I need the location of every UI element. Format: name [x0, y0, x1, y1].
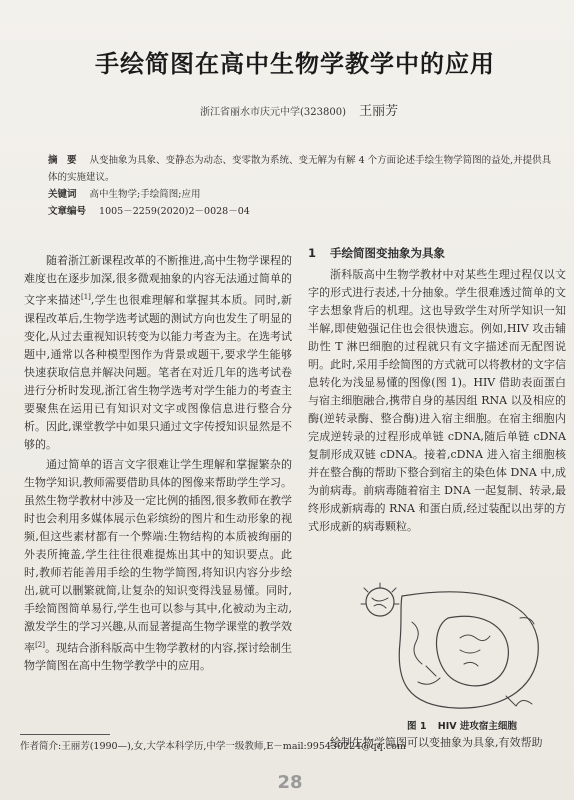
section-number: 1 [308, 246, 317, 260]
figure-number: 图 1 [407, 721, 427, 732]
figure-caption [372, 718, 552, 732]
nucleus-sketch [437, 616, 509, 686]
footnote-divider [20, 734, 110, 735]
hiv-figure-sketch [356, 578, 546, 718]
paragraph-continuation: 绘制生物学简图可以变抽象为具象,有效帮助 [330, 736, 543, 749]
keywords [48, 186, 558, 203]
article-meta [48, 152, 558, 220]
paragraph: 浙科版高中生物学教材中对某些生理过程仅以文字的形式进行表述,十分抽象。学生很难透过简单的文字去想象背后的机理。这也导致学生对所学知识一知半解,即使勉强记住也会很快遗忘。例如,HIV 攻击辅助性 T 淋巴细胞的过程就只有文字描述而无配图说明。此时,采用手绘简图的方式就可以将教材的文字信息转化为浅显易懂的图像(图 1)。HIV 借助表面蛋白与宿主细胞融合,携带自身的基因组 RNA 以及相应的酶(逆转录酶、整合酶)进入宿主细胞。在宿主细胞内完成逆转录的过程形成单链 cDNA,随后单链 cDNA 复制形成双链 cDNA。接着,cDNA 进入宿主细胞核并在整合酶的帮助下整合到宿主的染色体 DNA 中,成为前病毒。前病毒随着宿主 DNA 一起复制、转录,最终形成新病毒的 RNA 和蛋白质,经过装配以出芽的方式形成新的病毒颗粒。 [308, 268, 566, 533]
citation-ref: [2] [35, 640, 45, 649]
figure-caption-text: HIV 进攻宿主细胞 [437, 721, 517, 732]
article-number-label: 文章编号 [48, 206, 87, 217]
abstract-text: 从变抽象为具象、变静态为动态、变零散为系统、变无解为有解 4 个方面论述手绘生物学简图的益处,并提供具体的实施建议。 [48, 155, 552, 183]
paragraph-text: 通过简单的语言文字很难让学生理解和掌握繁杂的生物学知识,教师需要借助具体的图像来帮助学生学习。虽然生物学教材中涉及一定比例的插图,很多教师在教学时也会利用多媒体展示色彩缤纷的图片和生动形象的视频,但这些素材都有一个弊端:生物结构的本质被绚丽的外表所掩盖,学生往往很难提炼出其中的知识要点。此时,教师若能善用手绘的生物学简图,将知识内容分步绘出,就可以删繁就简,让复杂的知识变得浅显易懂。同时,手绘简图简单易行,学生也可以参与其中,化被动为主动,激发学生的学习兴趣,从而显著提高生物学课堂的教学效率 [24, 457, 292, 655]
byline [200, 100, 520, 119]
author-name: 王丽芳 [359, 104, 399, 119]
paragraph [24, 252, 292, 454]
article-number [48, 203, 558, 220]
citation-ref: [1] [80, 293, 91, 301]
page-number: 28 [277, 772, 303, 793]
section-heading [308, 244, 566, 262]
keywords-label: 关键词 [48, 189, 77, 200]
article-title: 手绘简图在高中生物学教学中的应用 [95, 50, 495, 78]
keywords-text: 高中生物学;手绘简图;应用 [89, 189, 201, 200]
abstract [48, 152, 558, 186]
author-footnote: 作者简介:王丽芳(1990—),女,大学本科学历,中学一级教师,E－mail:995430224@qq.com [20, 741, 406, 752]
cell-outer-membrane [399, 592, 538, 708]
right-column [308, 244, 566, 536]
author-affiliation: 浙江省丽水市庆元中学(323800) [200, 107, 346, 118]
paragraph-text: 随着浙江新课程改革的不断推进,高中生物学课程的难度也在逐步加深,很多微观抽象的内容无法通过简单的文字来描述 [24, 254, 292, 307]
article-number-text: 1005－2259(2020)2－0028－04 [99, 206, 250, 217]
left-column [24, 252, 292, 677]
paragraph-text: 。现结合浙科版高中生物学教材的内容,探讨绘制生物学简图在高中生物学教学中的应用。 [24, 641, 293, 673]
paragraph-text: ,学生也很难理解和掌握其本质。同时,新课程改革后,生物学选考试题的测试方向也发生了明显的变化,从过去重视知识转变为以能力考查为主。在选考试题中,通常以各种模型图作为背景或题干,要求学生能够快速获取信息并解决问题。笔者在对近几年的选考试卷进行分析时发现,浙江省生物学选考对学生能力的考查主要聚焦在运用已有知识对文字或图像信息进行整合分析。因此,课堂教学中如果只通过文字传授知识显然是不够的。 [24, 293, 293, 451]
hiv-virus-sketch [366, 588, 394, 616]
paragraph [24, 456, 292, 676]
abstract-label: 摘 要 [48, 155, 77, 166]
section-title: 手绘简图变抽象为具象 [330, 246, 446, 260]
